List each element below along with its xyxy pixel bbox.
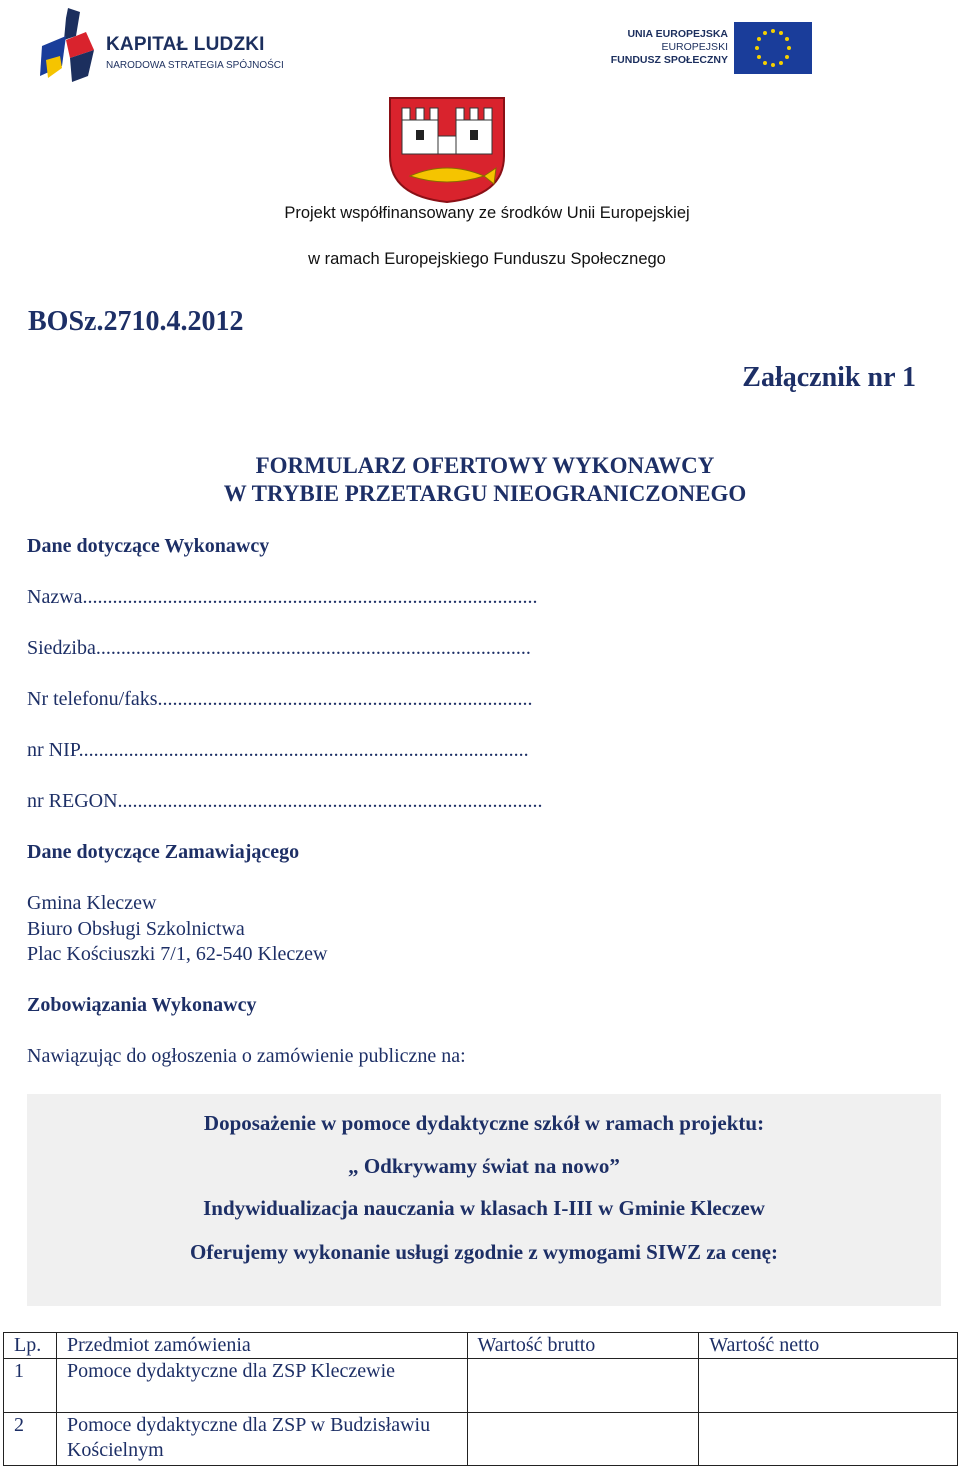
contractor-regon-field: nr REGON.....................................................................................	[27, 790, 543, 812]
project-fund-line: w ramach Europejskiego Funduszu Społecznego	[308, 250, 666, 268]
table-header-row	[4, 1333, 958, 1359]
attachment-label: Załącznik nr 1	[742, 362, 916, 393]
ordering-party-heading: Dane dotyczące Zamawiającego	[27, 841, 300, 863]
ordering-party-line: Gmina Kleczew	[27, 892, 157, 914]
eu-logo-line2: EUROPEJSKI	[661, 41, 728, 53]
form-title-line1: FORMULARZ OFERTOWY WYKONAWCY	[255, 453, 715, 478]
eu-logo	[610, 22, 816, 78]
order-box-line4: Oferujemy wykonanie usługi zgodnie z wymogami SIWZ za cenę:	[190, 1240, 778, 1264]
table-row	[4, 1359, 958, 1413]
order-box-line3: Indywidualizacja nauczania w klasach I-III w Gminie Kleczew	[203, 1196, 765, 1220]
obligations-heading: Zobowiązania Wykonawcy	[27, 994, 257, 1016]
reference-number: BOSz.2710.4.2012	[28, 306, 244, 337]
order-box-line1: Doposażenie w pomoce dydaktyczne szkół w ramach projektu:	[203, 1111, 765, 1135]
ordering-party-line: Biuro Obsługi Szkolnictwa	[27, 918, 245, 940]
coat-of-arms	[388, 96, 506, 204]
kapital-ludzki-title: KAPITAŁ LUDZKI	[106, 34, 265, 55]
ordering-party-line: Plac Kościuszki 7/1, 62-540 Kleczew	[27, 943, 328, 965]
coat-of-arms-icon	[388, 96, 506, 204]
form-title	[0, 452, 960, 508]
contractor-name-field: Nazwa...........................................................................................	[27, 586, 538, 608]
contractor-address-field: Siedziba.......................................................................................	[27, 637, 531, 659]
contractor-heading: Dane dotyczące Wykonawcy	[27, 535, 270, 557]
table-cell-net[interactable]	[699, 1359, 958, 1413]
table-header-cell: Wartość netto	[699, 1333, 958, 1359]
eu-flag-icon	[734, 22, 812, 74]
table-cell-subject: Pomoce dydaktyczne dla ZSP w Budzisławiu Kościelnym	[56, 1413, 467, 1466]
eu-logo-text	[611, 28, 728, 67]
order-box-line2: „ Odkrywamy świat na nowo”	[348, 1154, 620, 1178]
form-title-line2: W TRYBIE PRZETARGU NIEOGRANICZONEGO	[223, 481, 747, 506]
project-cofinancing-line: Projekt współfinansowany ze środków Unii Europejskiej	[284, 204, 690, 222]
table-cell-subject: Pomoce dydaktyczne dla ZSP Kleczewie	[56, 1359, 467, 1413]
table-header-cell: Wartość brutto	[467, 1333, 699, 1359]
table-row	[4, 1413, 958, 1466]
table-cell-lp: 2	[4, 1413, 57, 1466]
kapital-ludzki-subtitle: NARODOWA STRATEGIA SPÓJNOŚCI	[106, 60, 284, 71]
kapital-ludzki-logo	[36, 6, 296, 90]
eu-logo-line3: FUNDUSZ SPOŁECZNY	[610, 54, 728, 66]
eu-logo-line1: UNIA EUROPEJSKA	[627, 28, 728, 40]
contractor-nip-field: nr NIP..........................................................................................	[27, 739, 529, 761]
table-cell-net[interactable]	[699, 1413, 958, 1466]
table-cell-lp: 1	[4, 1359, 57, 1413]
table-header-cell: Przedmiot zamówienia	[56, 1333, 467, 1359]
contractor-phone-field: Nr telefonu/faks...........................................................................	[27, 688, 533, 710]
table-cell-gross[interactable]	[467, 1359, 699, 1413]
offer-table	[3, 1332, 958, 1466]
table-cell-gross[interactable]	[467, 1413, 699, 1466]
kapital-ludzki-emblem-icon	[36, 6, 100, 90]
table-header-cell: Lp.	[4, 1333, 57, 1359]
obligations-intro: Nawiązując do ogłoszenia o zamówienie publiczne na:	[27, 1045, 466, 1067]
